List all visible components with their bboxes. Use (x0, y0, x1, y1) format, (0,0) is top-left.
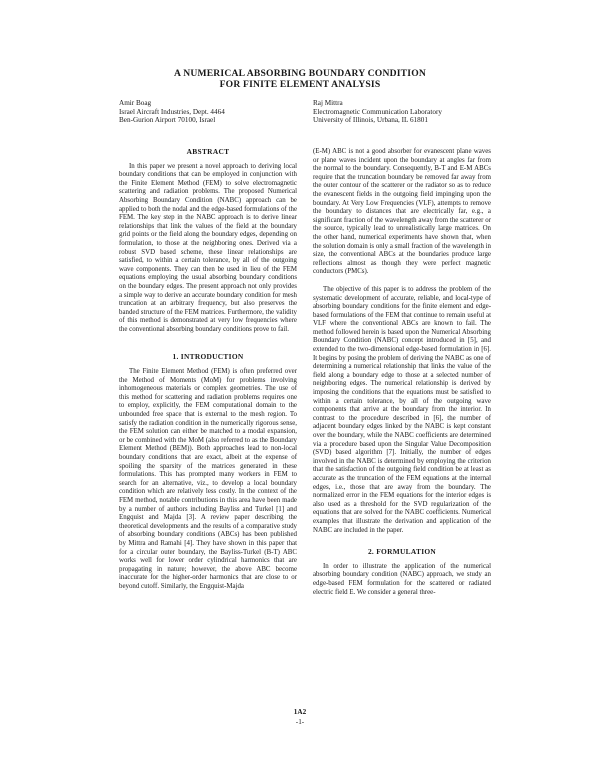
abstract-text: In this paper we present a novel approach to deriving local boundary conditions that can be employed in conjunction with the Finite Element Method (FEM) to solve electromagnetic scattering and radiation problems. The proposed Numerical Absorbing Boundary Condition (NABC) approach can be applied to both the nodal and the edge-based formulations of the FEM. The key step in the NABC approach is to derive linear relationships that link the values of the field at the boundary grid points or the field along the boundary edges, depending on formulation, to those at the neighboring ones. Derived via a robust SVD based scheme, these linear relationships are satisfied, to within a certain tolerance, by all of the outgoing wave components. They can then be used in lieu of the FEM equations employing the usual absorbing boundary conditions on the boundary edges. The present approach not only provides a simple way to derive an accurate boundary condition for mesh truncation at an arbitrary frequency, but also preserves the banded structure of the FEM matrices. Furthermore, the validity of this method is demonstrated at very low frequencies where the conventional absorbing boundary conditions prove to fail. (119, 162, 297, 333)
abstract-heading: ABSTRACT (186, 147, 230, 156)
author-name: Amir Boag (119, 99, 152, 107)
author-affiliation: Electromagnetic Communication Laboratory (313, 107, 442, 116)
right-column (313, 148, 491, 606)
page-number: -1- (295, 718, 305, 726)
section-heading-introduction: 1. INTRODUCTION (172, 352, 244, 362)
author-address: University of Illinois, Urbana, IL 61801 (313, 116, 428, 125)
footer-code: 1A2 (293, 708, 307, 716)
paper-title (0, 68, 600, 90)
intro-paragraph-2: The objective of this paper is to address the problem of the systematic development of accurate, reliable, and local-type of absorbing boundary conditions for the finite element and edge-based formulations of the FEM that continue to remain useful at VLF where the conventional ABCs are known to fail. The method followed herein is based upon the Numerical Absorbing Boundary Condition (NABC) concept introduced in [5], and extended to the two-dimensional edge-based formulation in [6]. It begins by posing the problem of deriving the NABC as one of determining a numerical relationship that links the value of the field along a boundary edge to those at a selected number of neighboring edges. The numerical relationship is derived by imposing the conditions that the equations must be satisfied to within a certain tolerance, by all of the outgoing wave components that arrive at the boundary from the interior. In contrast to the procedure described in [6], the number of adjacent boundary edges linked by the NABC is kept constant over the boundary, while the NABC coefficients are determined via a procedure based upon the Singular Value Decomposition (SVD) based algorithm [7]. Initially, the number of edges involved in the NABC is determined by employing the criterion that the satisfaction of the outgoing field condition be at least as accurate as the truncation of the FEM equations at the internal edges, i.e., those that are away from the boundary. The normalized error in the FEM equations for the interior edges is also used as a threshold for the SVD regularization of the equations that are solved for the NABC coefficients. Numerical examples that illustrate the derivation and application of the NABC are included in the paper. (313, 285, 491, 534)
section-heading-formulation: 2. FORMULATION (367, 547, 437, 557)
formulation-paragraph-1: In order to illustrate the application of the numerical absorbing boundary condition (NABC) approach, we study an edge-based FEM formulation for the scattered or radiated electric field E. We consider a general three- (313, 562, 491, 596)
author-address: Ben-Gurion Airport 70100, Israel (119, 116, 216, 125)
author-1 (119, 99, 309, 125)
left-column (119, 148, 297, 601)
author-name: Raj Mittra (313, 99, 343, 107)
intro-paragraph-1-continued: (E-M) ABC is not a good absorber for evanescent plane waves or plane waves incident upon the boundary at angles far from the normal to the boundary. Consequently, B-T and E-M ABCs require that the truncation boundary be removed far away from the outer contour of the scatterer or the radiator so as to reduce the evanescent fields in the outgoing field impinging upon the boundary. At Very Low Frequencies (VLF), attempts to remove the boundary to distances that are electrically far, e.g., a significant fraction of the wavelength away from the scatterer or the source, typically lead to unrealistically large matrices. On the other hand, numerical experiments have shown that, when the solution domain is only a small fraction of the wavelength in size, the conventional ABCs at the boundaries produce large reflections almost as though they were perfect magnetic conductors (PMCs). (313, 148, 491, 276)
paper-title-text: A NUMERICAL ABSORBING BOUNDARY CONDITION FOR FINITE ELEMENT ANALYSIS (174, 68, 426, 90)
author-affiliation: Israel Aircraft Industries, Dept. 4464 (119, 107, 225, 116)
author-2 (313, 99, 503, 125)
intro-paragraph-1: The Finite Element Method (FEM) is often preferred over the Method of Moments (MoM) for problems involving inhomogeneous materials or complex geometries. The use of this method for scattering and radiation problems requires one to employ, explicitly, the FEM computational domain to the unbounded free space that is external to the mesh region. To satisfy the radiation condition in the numerically rigorous sense, the FEM solution can either be matched to a modal expansion, or be combined with the MoM (also referred to as the Boundary Element Method (BEM)). Both approaches lead to non-local boundary conditions that are exact, albeit at the expense of spoiling the sparsity of the matrices generated in these formulations. This has prompted many workers in FEM to search for an alternative, viz., to develop a local boundary condition which are relatively less costly. In the context of the FEM method, notable contributions in this area have been made by a number of authors including Bayliss and Turkel [1] and Engquist and Majda [3]. A review paper describing the theoretical developments and the results of a comparative study of absorbing boundary conditions (ABCs) has been published by Mittra and Ramahi [4]. They have shown in this paper that for a circular outer boundary, the Bayliss-Turkel (B-T) ABC works well for lower order cylindrical harmonics that are propagating in nature; however, the above ABC become inaccurate for the higher-order harmonics that are close to or beyond cutoff. Similarly, the Engquist-Majda (119, 368, 297, 590)
